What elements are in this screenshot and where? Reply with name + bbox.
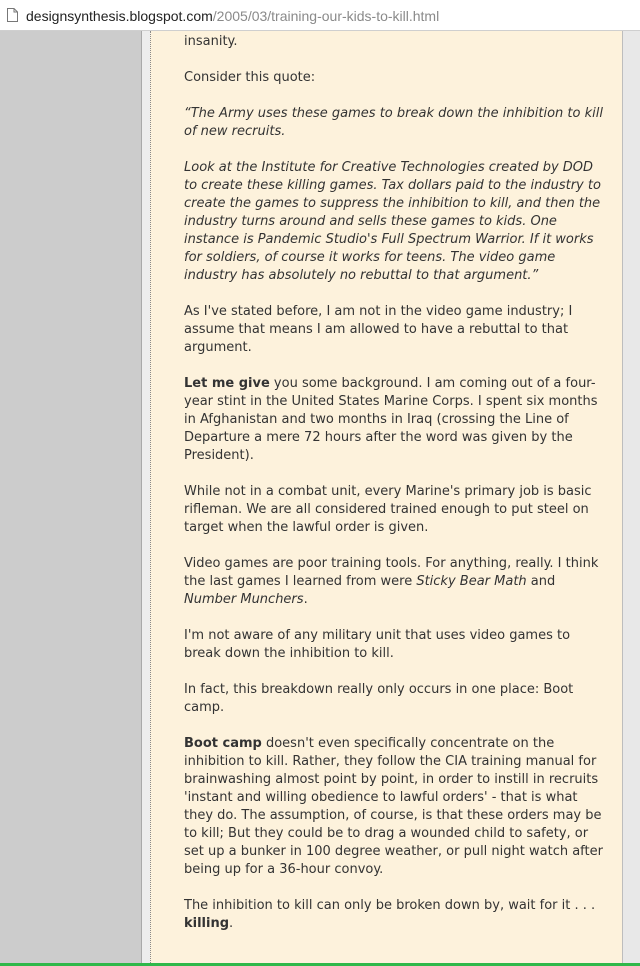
paragraph-text: . (303, 592, 308, 607)
paragraph (184, 735, 604, 879)
bold-text: Let me give (184, 376, 270, 391)
paragraph (184, 375, 604, 465)
paragraph: insanity. (184, 34, 238, 49)
game-title: Number Munchers (184, 592, 304, 607)
paragraph-text: doesn't even specifically concentrate on the inhibition to kill. Rather, they follow the CIA training manual for brainwashing almost point by point, in order to instill in recruits 'instant and willing obedience to lawful orders' - that is what they do. The assumption, of course, is that these orders may be to kill; But they could be to drag a wounded child to safety, or set up a bunker in 100 degree weather, or pull night watch after being up for a 36-hour convoy. (184, 736, 603, 877)
bold-text: Boot camp (184, 736, 262, 751)
quote-paragraph: Look at the Institute for Creative Technologies created by DOD to create these killing games. Tax dollars paid to the industry to create the games to suppress the inhibition to kill, and then the industry turns around and sells these games to kids. One instance is Pandemic Studio's Full Spectrum Warrior. If it works for soldiers, of course it works for teens. The video game industry has absolutely no rebuttal to that argument.” (184, 160, 601, 283)
paragraph: Consider this quote: (184, 70, 316, 85)
bold-text: killing (184, 916, 230, 931)
paragraph-text: you some background. I am coming out of a four-year stint in the United States Marine Corps. I spent six months in Afghanistan and two months in Iraq (crossing the Line of Departure a mere 72 hours after the word was given by the President). (184, 376, 598, 463)
url-path: /2005/03/training-our-kids-to-kill.html (212, 8, 440, 24)
quote-paragraph: “The Army uses these games to break down the inhibition to kill of new recruits. (184, 106, 603, 139)
address-bar[interactable] (0, 0, 640, 31)
paragraph-text: . (229, 916, 234, 931)
post-column (150, 31, 624, 963)
paragraph: In fact, this breakdown really only occurs in one place: Boot camp. (184, 682, 574, 715)
post-body (184, 33, 604, 951)
paragraph (184, 897, 604, 933)
scrollbar[interactable] (622, 31, 640, 963)
page-icon (7, 8, 18, 22)
paragraph (184, 555, 604, 609)
game-title: Sticky Bear Math (416, 574, 527, 589)
paragraph-text: and (526, 574, 556, 589)
blog-page (141, 31, 640, 963)
paragraph: I'm not aware of any military unit that uses video games to break down the inhibition to kill. (184, 628, 571, 661)
url-host: designsynthesis.blogspot.com (26, 8, 213, 24)
paragraph: As I've stated before, I am not in the video game industry; I assume that means I am allowed to have a rebuttal to that argument. (184, 304, 573, 355)
url-text[interactable] (26, 7, 439, 25)
paragraph: While not in a combat unit, every Marine's primary job is basic rifleman. We are all considered trained enough to put steel on target when the lawful order is given. (184, 484, 592, 535)
page-left-margin (0, 31, 141, 963)
paragraph-text: The inhibition to kill can only be broken down by, wait for it . . . (184, 898, 596, 913)
paragraph-text: Video games are poor training tools. For anything, really. I think the last games I learned from were (184, 556, 599, 589)
